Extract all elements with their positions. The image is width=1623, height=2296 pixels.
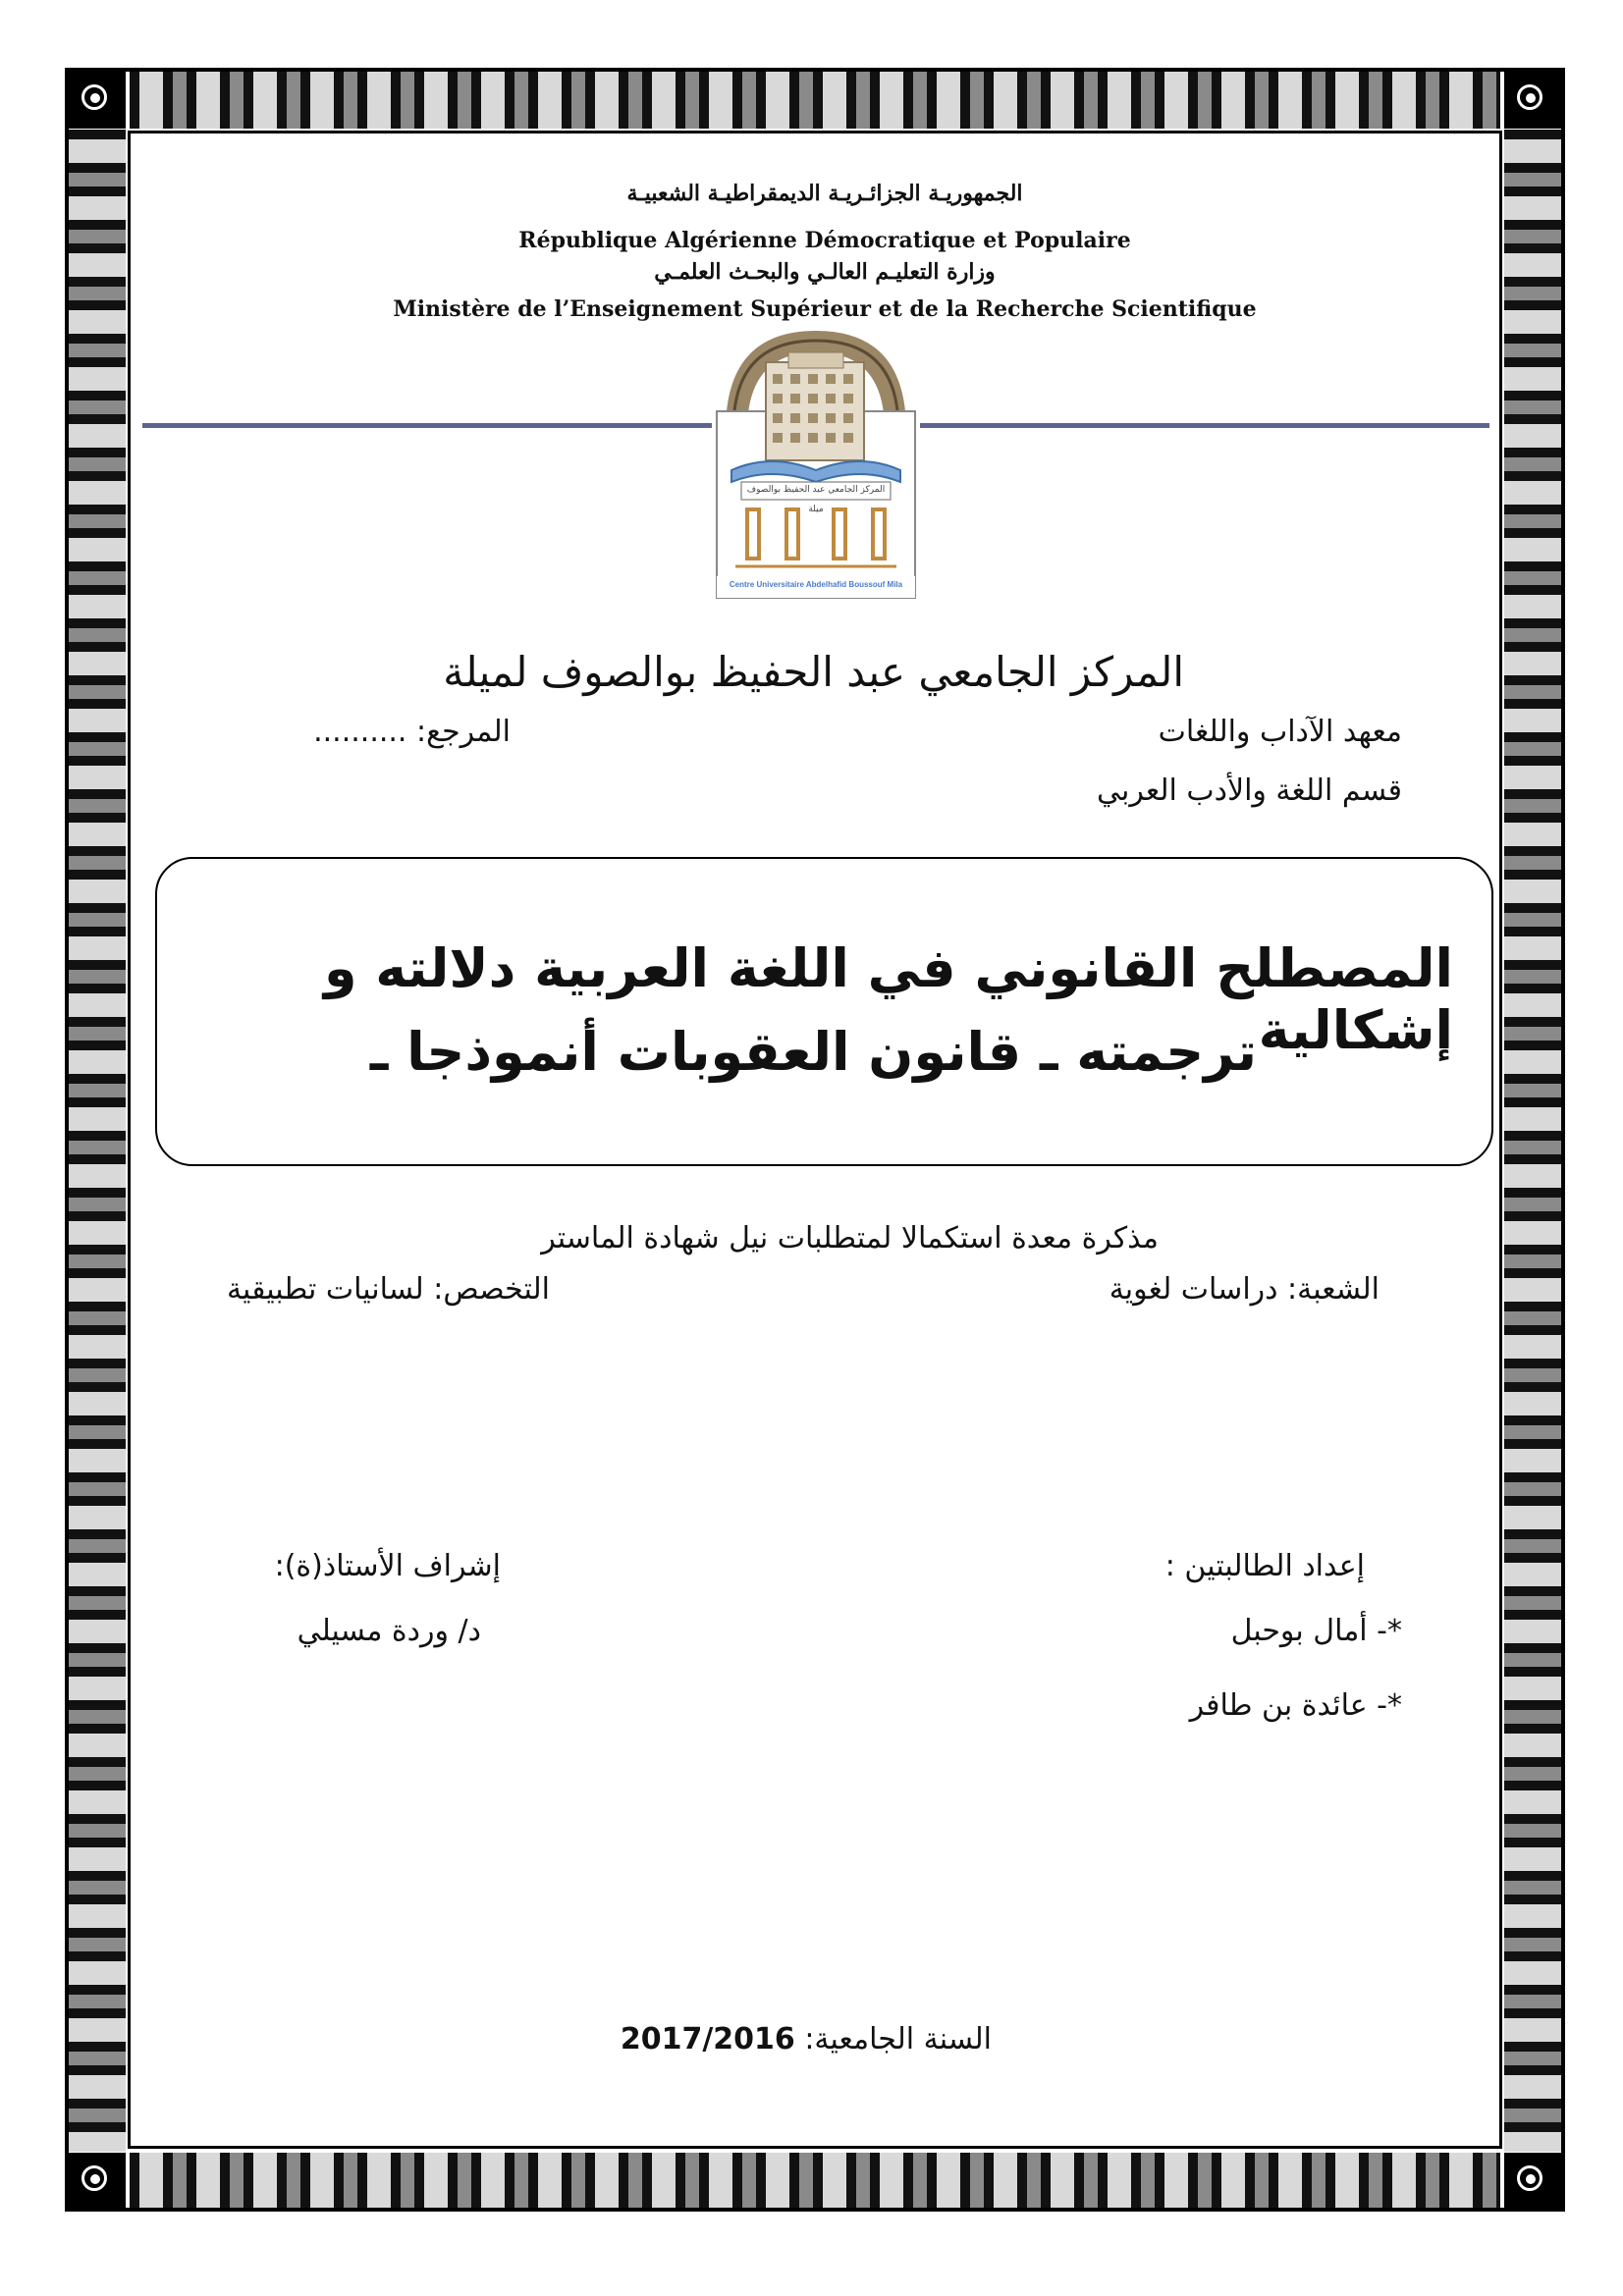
student-name-1: *- أمال بوحبل xyxy=(1230,1614,1402,1648)
reference-field: المرجع: .......... xyxy=(313,715,511,749)
speciality-field: التخصص: لسانيات تطبيقية xyxy=(226,1272,550,1307)
academic-year xyxy=(550,2022,992,2056)
academic-year-label: السنة الجامعية: xyxy=(794,2022,992,2056)
branch-field: الشعبة: دراسات لغوية xyxy=(1109,1272,1380,1307)
academic-year-value: 2017/2016 xyxy=(620,2022,795,2056)
institute-name: معهد الآداب واللغات xyxy=(1158,715,1402,749)
logo-caption: Centre Universitaire Abdelhafid Boussouf Mila xyxy=(729,580,903,589)
thesis-title-line-2: ترجمته ـ قانون العقوبات أنموذجا ـ xyxy=(369,1021,1257,1083)
university-logo xyxy=(712,323,920,600)
department-name: قسم اللغة والأدب العربي xyxy=(1096,774,1402,808)
thesis-title-line-1: المصطلح القانوني في اللغة العربية دلالته و إشكالية xyxy=(323,937,1453,1061)
supervision-label: إشراف الأستاذ(ة): xyxy=(274,1549,501,1583)
republic-arabic: الجمهوريـة الجزائـريـة الديمقراطيـة الشعبيـة xyxy=(626,181,1023,206)
prepared-by-label: إعداد الطالبتين : xyxy=(1164,1549,1365,1583)
ministry-french: Ministère de l’Enseignement Supérieur et de la Recherche Scientifique xyxy=(393,296,1257,322)
supervisor-name: د/ وردة مسيلي xyxy=(297,1614,481,1648)
republic-french: République Algérienne Démocratique et Populaire xyxy=(518,228,1131,253)
student-name-2: *- عائدة بن طافر xyxy=(1189,1688,1402,1723)
memo-description: مذكرة معدة استكمالا لمتطلبات نيل شهادة الماستر xyxy=(541,1221,1159,1255)
ministry-arabic: وزارة التعليـم العالـي والبحـث العلمـي xyxy=(654,259,996,285)
university-name: المركز الجامعي عبد الحفيظ بوالصوف لميلة xyxy=(443,648,1184,696)
logo-inscription: المركز الجامعي عبد الحفيظ بوالصوف ميلة xyxy=(746,485,886,514)
